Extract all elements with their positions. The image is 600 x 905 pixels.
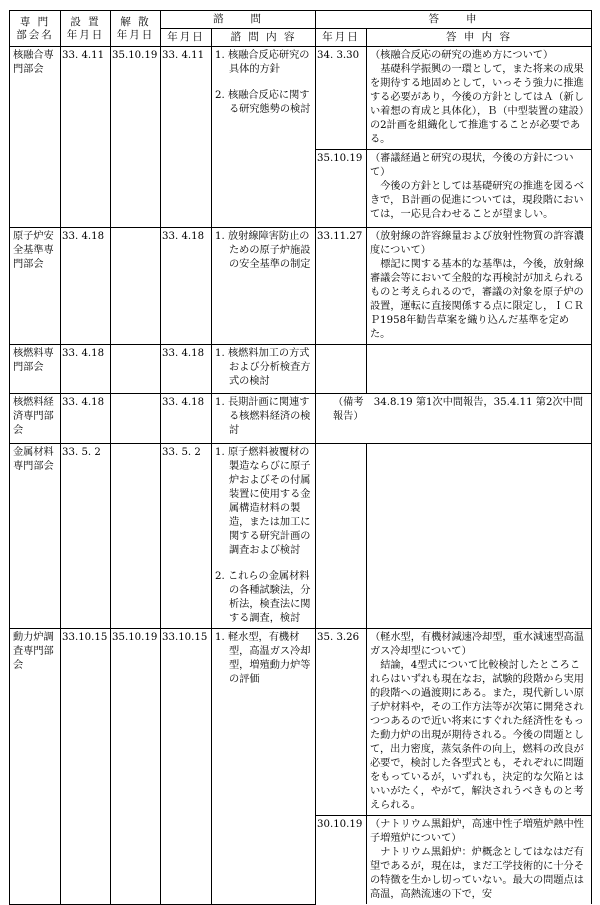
report-date <box>316 444 367 629</box>
inquiry-content <box>212 629 316 905</box>
committee-name: 動力炉調査専門部会 <box>10 629 61 905</box>
inquiry-date: 33.10.15 <box>161 629 212 905</box>
header-inquiry-content: 諮 問 内 容 <box>212 29 316 47</box>
report-date: 30.10.19 <box>316 816 367 905</box>
report-title: （審議経過と研究の現状，今後の方針について） <box>370 153 574 178</box>
dissolved-date <box>111 228 161 345</box>
dissolved-date <box>111 345 161 394</box>
inquiry-content <box>212 228 316 345</box>
header-dissolved: 解 散 年月日 <box>111 11 161 47</box>
header-report-date: 年月日 <box>316 29 367 47</box>
established-date: 33. 4.18 <box>61 345 111 394</box>
header-inquiry: 諮 問 <box>161 11 316 29</box>
report-body: 基礎科学振興の一環として，また将来の成果を期待する地固めとして，いっそう強力に推進する必要があり，今後の方針としてはＡ（新しい着想の育成と具体化），Ｂ（中型装置の建設）の2計画を組織化して推進することが必要である。 <box>370 64 584 145</box>
table-row <box>10 47 592 150</box>
committee-name: 核燃料経済専門部会 <box>10 394 61 444</box>
report-content <box>367 345 592 394</box>
inquiry-item: 1. 軽水型，有機材型，高温ガス冷却型，増殖動力炉等の評価 <box>215 632 311 685</box>
table-row <box>10 444 592 629</box>
report-body: 標記に関する基本的な基準は，今後，放射線審議会等において全般的な再検討が加えられるものと考えられるので，審議の対象を原子炉の設置，運転に直接関係する点に限定し，ＩＣＲＰ1958年勧告草案を織り込んだ基準を定めた。 <box>370 259 584 340</box>
inquiry-date: 33. 4.18 <box>161 394 212 444</box>
report-body: 結論，4型式について比較検討したところこれらはいずれも現在なお，試験的段階から実用的段階への過渡期にある。また，現代新しい原子炉材料や，その工作方法等が次第に開発されつつあるので近い将来にすぐれた経済性をもった動力炉の出現が期待される。今後の問題として，出力密度，蒸気条件の向上，燃料の改良が必要で，検討した各型式とも，それぞれに問題をもっているが，いずれも，決定的な欠陥とはいいがたく，やがて，解決されうべきものと考えられる。 <box>370 660 584 811</box>
inquiry-date: 33. 4.18 <box>161 345 212 394</box>
committee-name: 金属材料専門部会 <box>10 444 61 629</box>
established-date: 33. 4.11 <box>61 47 111 228</box>
dissolved-date <box>111 444 161 629</box>
established-date: 33. 4.18 <box>61 228 111 345</box>
inquiry-item: 2. これらの金属材料の各種試験法，分析法，検査法に関する調査，検討 <box>215 571 311 624</box>
inquiry-content <box>212 394 316 444</box>
inquiry-content <box>212 47 316 228</box>
report-date: 34. 3.30 <box>316 47 367 150</box>
report-content <box>367 47 592 150</box>
report-note-text: （備考 34.8.19 第1次中間報告，35.4.11 第2次中間報告） <box>333 397 584 422</box>
header-row <box>10 11 592 29</box>
report-date: 35.10.19 <box>316 150 367 228</box>
header-report: 答 申 <box>316 11 592 29</box>
report-date: 33.11.27 <box>316 228 367 345</box>
committee-name: 原子炉安全基準専門部会 <box>10 228 61 345</box>
header-established: 設 置 年月日 <box>61 11 111 47</box>
report-title: （ナトリウム黒鉛炉，高速中性子増殖炉熱中性子増殖炉について） <box>370 819 584 844</box>
inquiry-item: 1. 放射線障害防止のための原子炉施設の安全基準の制定 <box>215 231 311 270</box>
committee-name: 核融合専門部会 <box>10 47 61 228</box>
inquiry-content <box>212 444 316 629</box>
dissolved-date: 35.10.19 <box>111 629 161 905</box>
header-committee: 専 門 部会名 <box>10 11 61 47</box>
inquiry-item: 1. 核燃料加工の方式および分析検査方式の検討 <box>215 348 311 387</box>
report-body: ナトリウム黒鉛炉：炉概念としてはなはだ有望であるが，現在は，まだ工学技術的に十分その特徴を生かし切っていない。最大の問題点は高温，高熱流速の下で，安 <box>370 847 584 900</box>
report-body: 今後の方針としては基礎研究の推進を図るべきで，Ｂ計画の促進については，現段階においては，一応見合わせることが望ましい。 <box>370 181 584 220</box>
report-date <box>316 345 367 394</box>
header-report-content: 答 申 内 容 <box>367 29 592 47</box>
report-content <box>367 816 592 905</box>
inquiry-date: 33. 4.11 <box>161 47 212 228</box>
report-date: 35. 3.26 <box>316 629 367 816</box>
inquiry-item: 1. 長期計画に関連する核燃料経済の検討 <box>215 397 311 436</box>
table-row <box>10 629 592 816</box>
report-note <box>316 394 592 444</box>
table-row <box>10 345 592 394</box>
committee-table <box>9 10 592 905</box>
established-date: 33. 4.18 <box>61 394 111 444</box>
report-title: （核融合反応の研究の進め方について） <box>370 50 554 61</box>
inquiry-date: 33. 5. 2 <box>161 444 212 629</box>
report-content <box>367 444 592 629</box>
table-row <box>10 228 592 345</box>
header-inquiry-date: 年月日 <box>161 29 212 47</box>
inquiry-date: 33. 4.18 <box>161 228 212 345</box>
established-date: 33.10.15 <box>61 629 111 905</box>
table-row <box>10 394 592 444</box>
report-content <box>367 150 592 228</box>
report-title: （放射線の許容線量および放射性物質の許容濃度について） <box>370 231 584 256</box>
report-content <box>367 228 592 345</box>
inquiry-item: 1. 核融合反応研究の具体的方針 <box>215 50 310 75</box>
inquiry-content <box>212 345 316 394</box>
established-date: 33. 5. 2 <box>61 444 111 629</box>
inquiry-item: 2. 核融合反応に関する研究態勢の検討 <box>215 90 311 115</box>
dissolved-date <box>111 394 161 444</box>
report-content <box>367 629 592 816</box>
report-title: （軽水型，有機材減速冷却型，重水減速型高温ガス冷却型について） <box>370 632 584 657</box>
dissolved-date: 35.10.19 <box>111 47 161 228</box>
committee-name: 核燃料専門部会 <box>10 345 61 394</box>
inquiry-item: 1. 原子燃料被覆材の製造ならびに原子炉およびその付属装置に使用する金属構造材料の製造，または加工に関する研究計画の調査および検討 <box>215 447 311 556</box>
